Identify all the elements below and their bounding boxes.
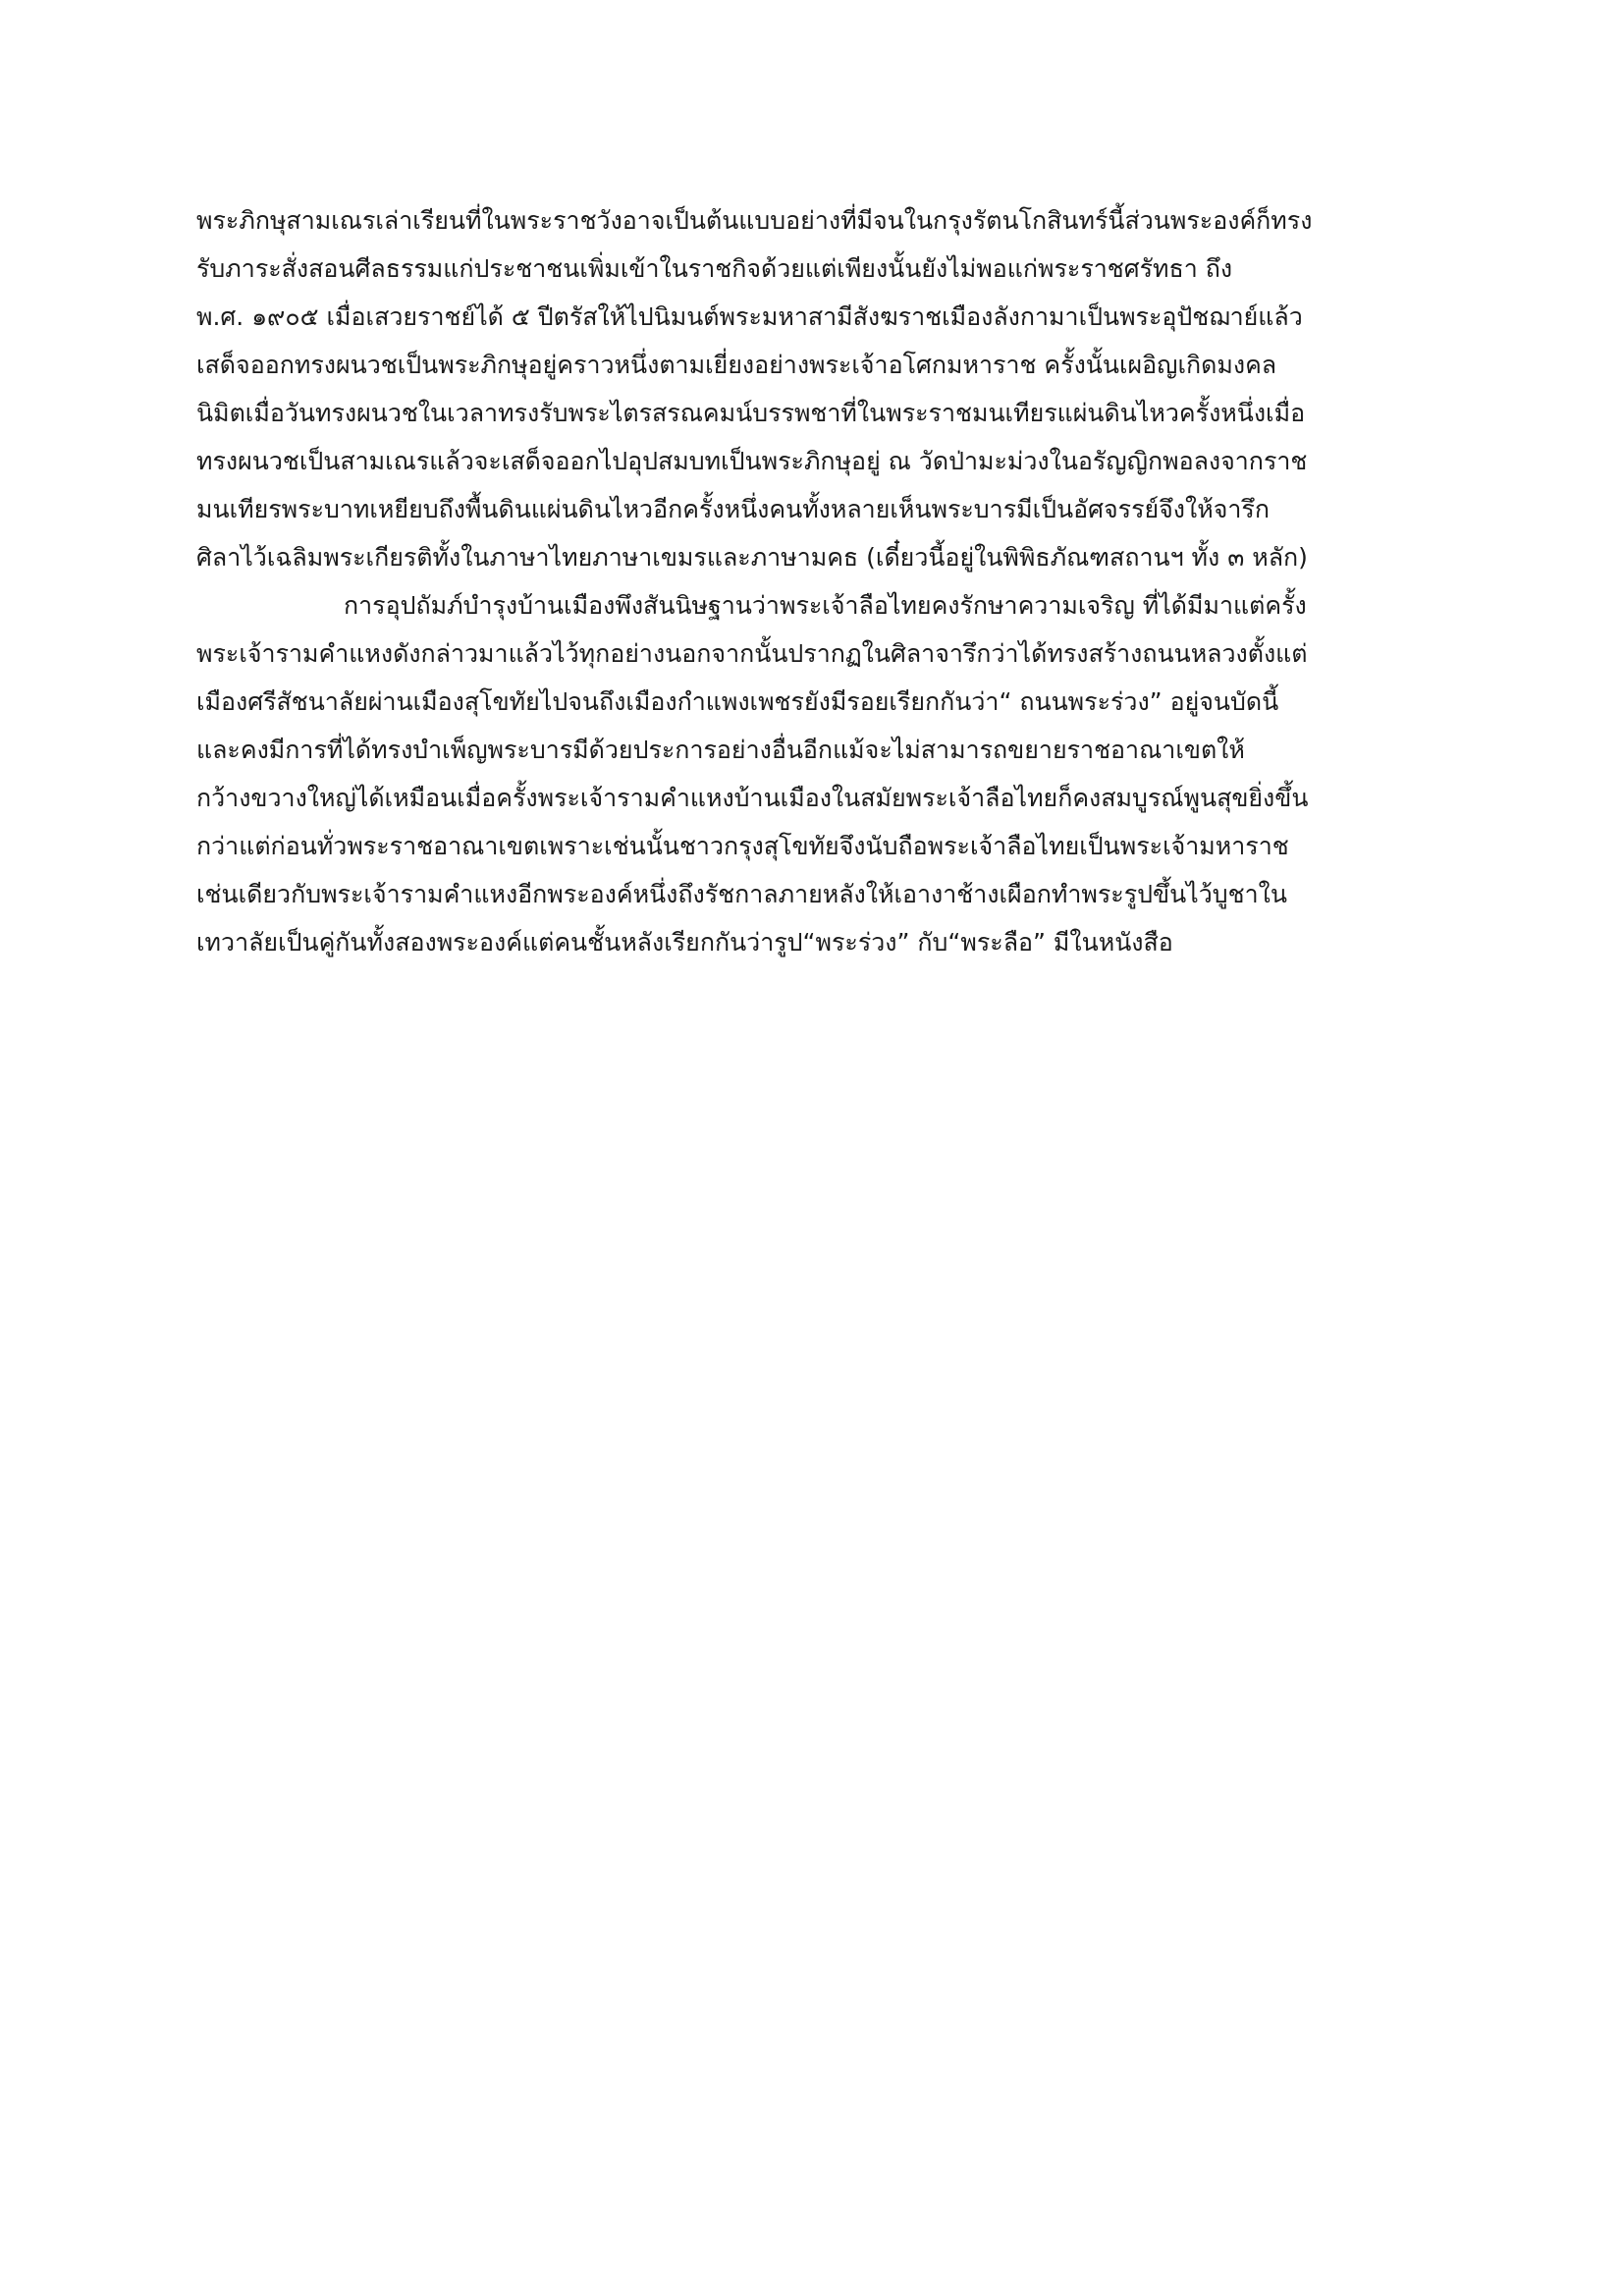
paragraph-line: กว้างขวางใหญ่ได้เหมือนเมื่อครั้งพระเจ้ารามคำแหงบ้านเมืองในสมัยพระเจ้าลือไทยก็คงสมบูรณ์พูนสุขยิ่งขึ้น — [196, 784, 1309, 812]
paragraph-line: กว่าแต่ก่อนทั่วพระราชอาณาเขตเพราะเช่นนั้นชาวกรุงสุโขทัยจึงนับถือพระเจ้าลือไทยเป็นพระเจ้ามหาราช — [196, 832, 1289, 860]
paragraph-line: ศิลาไว้เฉลิมพระเกียรติทั้งในภาษาไทยภาษาเขมรและภาษามคธ (เดี๋ยวนี้อยู่ในพิพิธภัณฑสถานฯ ทั้ง ๓ หลัก) — [196, 543, 1308, 572]
paragraph-line: มนเทียรพระบาทเหยียบถึงพื้นดินแผ่นดินไหวอีกครั้งหนึ่งคนทั้งหลายเห็นพระบารมีเป็นอัศจรรย์จึงให้จารึก — [196, 495, 1270, 523]
paragraph-line: นิมิตเมื่อวันทรงผนวชในเวลาทรงรับพระไตรสรณคมน์บรรพชาที่ในพระราชมนเทียรแผ่นดินไหวครั้งหนึ่งเมื่อ — [196, 399, 1306, 427]
paragraph-line: และคงมีการที่ได้ทรงบำเพ็ญพระบารมีด้วยประการอย่างอื่นอีกแม้จะไม่สามารถขยายราชอาณาเขตให้ — [196, 736, 1245, 764]
paragraph-line: เมืองศรีสัชนาลัยผ่านเมืองสุโขทัยไปจนถึงเมืองกำแพงเพชรยังมีรอยเรียกกันว่า“ ถนนพระร่วง” อยู่จนบัดนี้ — [196, 687, 1279, 716]
paragraph-2 — [196, 581, 1434, 966]
paragraph-line: พระเจ้ารามคำแหงดังกล่าวมาแล้วไว้ทุกอย่างนอกจากนั้นปรากฏในศิลาจารึกว่าได้ทรงสร้างถนนหลวงตั้งแต่ — [196, 639, 1308, 668]
paragraph-line: เทวาลัยเป็นคู่กันทั้งสองพระองค์แต่คนชั้นหลังเรียกกันว่ารูป“พระร่วง” กับ“พระลือ” มีในหนังสือ — [196, 928, 1173, 957]
paragraph-line: ทรงผนวชเป็นสามเณรแล้วจะเสด็จออกไปอุปสมบทเป็นพระภิกษุอยู่ ณ วัดป่ามะม่วงในอรัญญิกพอลงจากราช — [196, 447, 1308, 475]
paragraph-1 — [196, 196, 1434, 581]
paragraph-line: การอุปถัมภ์บำรุงบ้านเมืองพึงสันนิษฐานว่าพระเจ้าลือไทยคงรักษาความเจริญ ที่ได้มีมาแต่ครั้ง — [344, 591, 1307, 620]
paragraph-line: พ.ศ. ๑๙๐๕ เมื่อเสวยราชย์ได้ ๕ ปีตรัสให้ไปนิมนต์พระมหาสามีสังฆราชเมืองลังกามาเป็นพระอุปัชฌาย์แล้ว — [196, 302, 1303, 331]
paragraph-line: พระภิกษุสามเณรเล่าเรียนที่ในพระราชวังอาจเป็นต้นแบบอย่างที่มีจนในกรุงรัตนโกสินทร์นี้ส่วนพระองค์ก็ทรง — [196, 206, 1313, 235]
document-body — [196, 196, 1434, 966]
paragraph-line: รับภาระสั่งสอนศีลธรรมแก่ประชาชนเพิ่มเข้าในราชกิจด้วยแต่เพียงนั้นยังไม่พอแก่พระราชศรัทธา ถึง — [196, 254, 1233, 283]
paragraph-line: เช่นเดียวกับพระเจ้ารามคำแหงอีกพระองค์หนึ่งถึงรัชกาลภายหลังให้เอางาช้างเผือกทำพระรูปขึ้นไว้บูชาใน — [196, 880, 1287, 908]
paragraph-line: เสด็จออกทรงผนวชเป็นพระภิกษุอยู่คราวหนึ่งตามเยี่ยงอย่างพระเจ้าอโศกมหาราช ครั้งนั้นเผอิญเกิดมงคล — [196, 351, 1277, 379]
